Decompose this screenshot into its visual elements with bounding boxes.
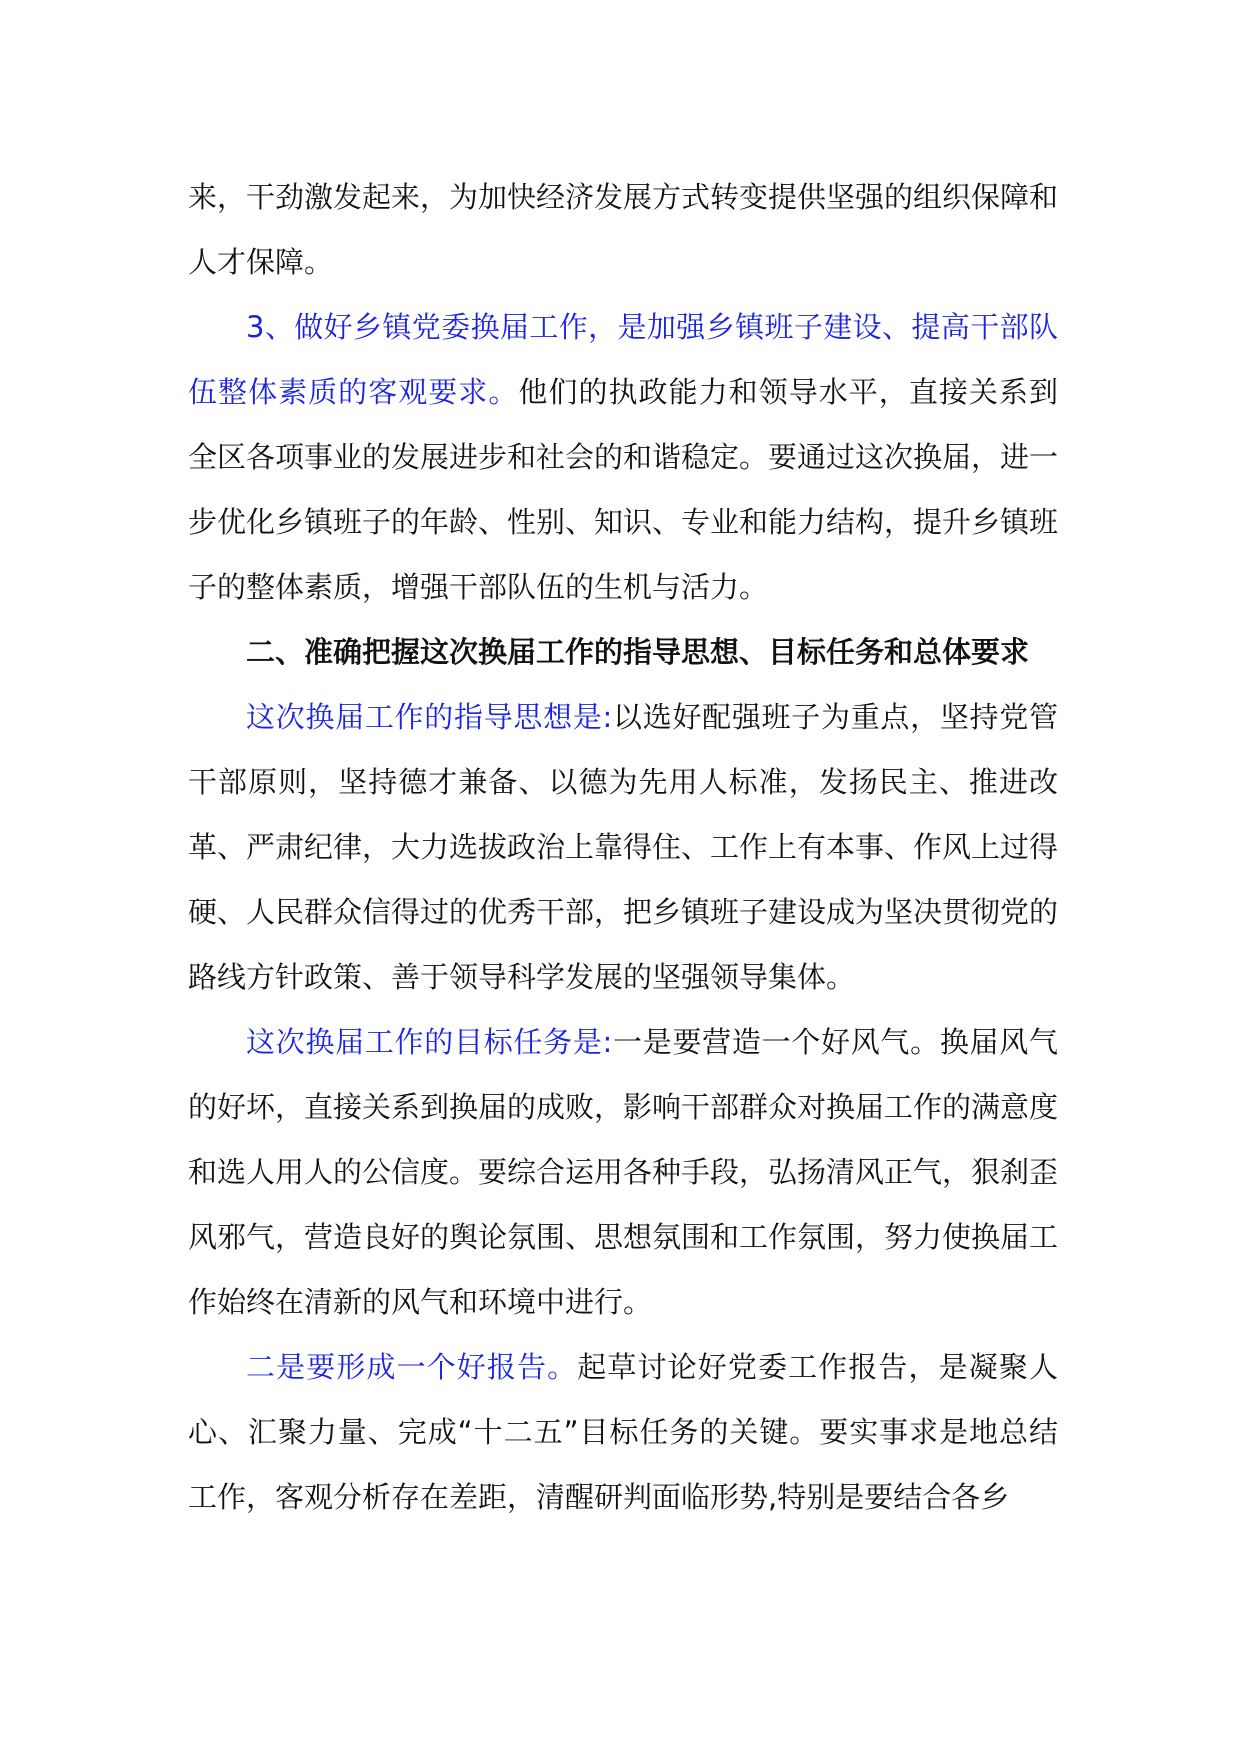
highlighted-lead: 这次换届工作的指导思想是: (246, 700, 613, 734)
paragraph-good-report (188, 1335, 1058, 1530)
paragraph-text: 以选好配强班子为重点，坚持党管干部原则，坚持德才兼备、以德为先用人标准，发扬民主、推进改革、严肃纪律，大力选拔政治上靠得住、工作上有本事、作风上过得硬、人民群众信得过的优秀干部，把乡镇班子建设成为坚决贯彻党的路线方针政策、善于领导科学发展的坚强领导集体。 (188, 700, 1059, 994)
paragraph-continued (188, 165, 1058, 295)
document-body (188, 165, 1058, 1530)
paragraph-text: 他们的执政能力和领导水平，直接关系到全区各项事业的发展进步和社会的和谐稳定。要通过这次换届，进一步优化乡镇班子的年龄、性别、知识、专业和能力结构，提升乡镇班子的整体素质，增强干部队伍的生机与活力。 (188, 375, 1059, 604)
paragraph-point-3 (188, 295, 1058, 620)
section-heading: 二、准确把握这次换届工作的指导思想、目标任务和总体要求 (246, 635, 1030, 669)
highlighted-lead: 3、做好乡镇党委换届工作，是加强乡镇班子建设、提高干部队伍整体素质的客观要求。 (188, 310, 1058, 409)
paragraph-text: 一是要营造一个好风气。换届风气的好坏，直接关系到换届的成败，影响干部群众对换届工作的满意度和选人用人的公信度。要综合运用各种手段，弘扬清风正气，狠刹歪风邪气，营造良好的舆论氛围、思想氛围和工作氛围，努力使换届工作始终在清新的风气和环境中进行。 (188, 1025, 1059, 1319)
paragraph-text: 来，干劲激发起来，为加快经济发展方式转变提供坚强的组织保障和人才保障。 (188, 180, 1059, 279)
paragraph-guiding-ideology (188, 685, 1058, 1010)
paragraph-target-tasks (188, 1010, 1058, 1335)
highlighted-lead: 这次换届工作的目标任务是: (246, 1025, 613, 1059)
highlighted-lead: 二是要形成一个好报告。 (246, 1350, 578, 1384)
paragraph-text: 起草讨论好党委工作报告，是凝聚人心、汇聚力量、完成“十二五”目标任务的关键。要实事求是地总结工作，客观分析存在差距，清醒研判面临形势,特别是要结合各乡 (188, 1350, 1058, 1514)
